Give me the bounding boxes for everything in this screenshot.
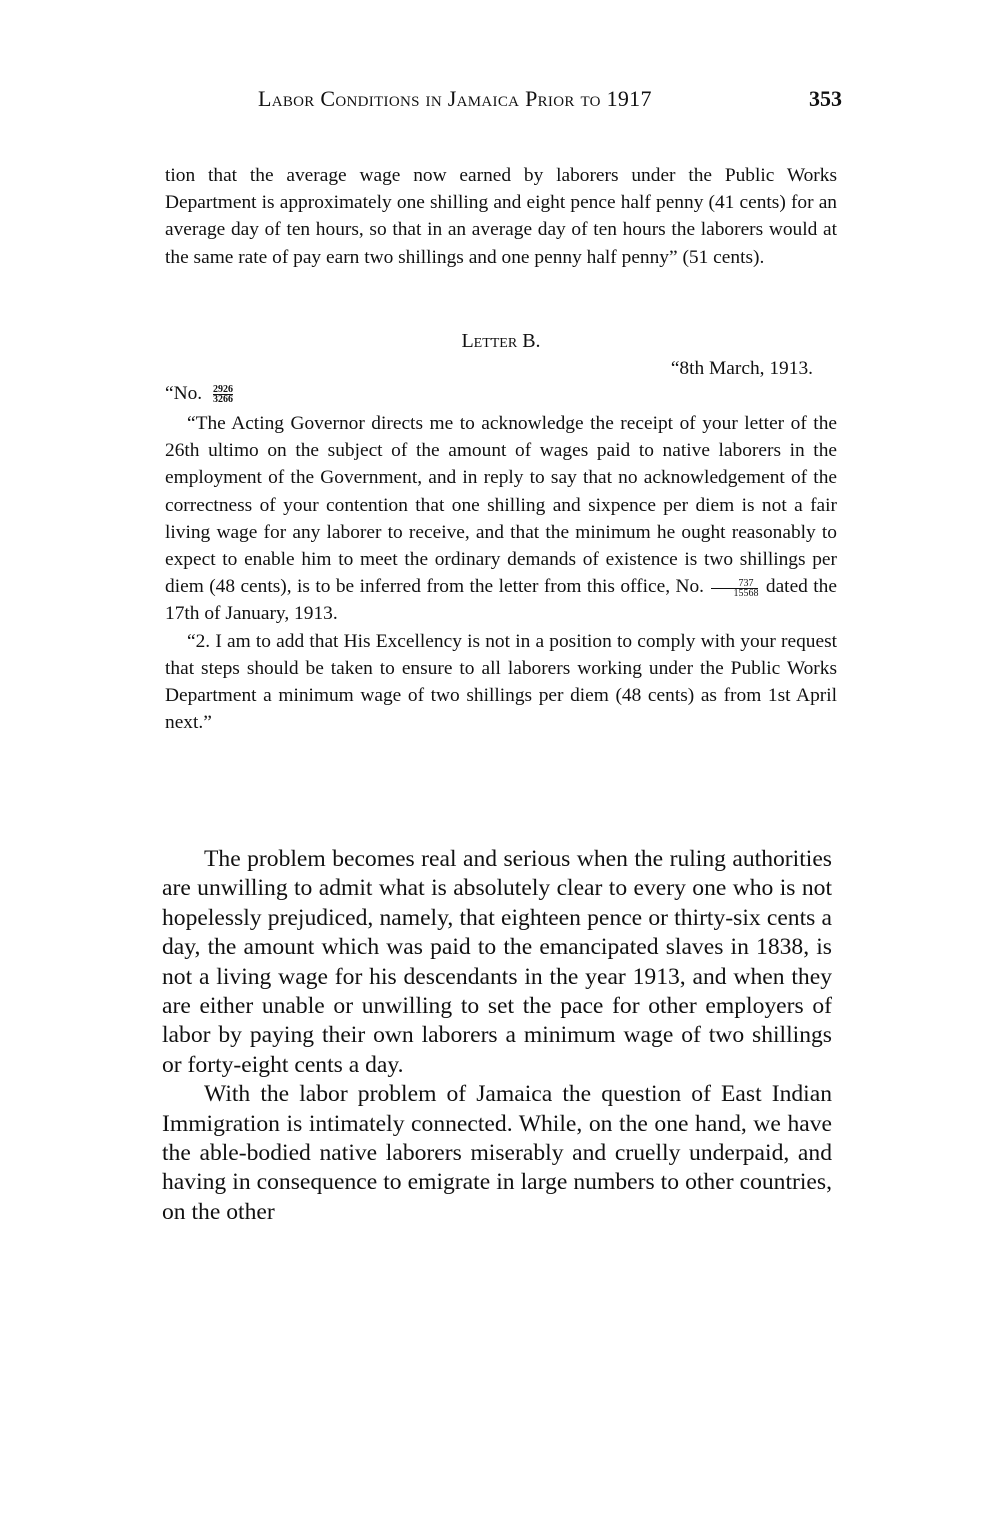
inline-ref-numerator: 737 — [711, 579, 758, 589]
continuation-text: tion that the average wage now earned by laborers under the Public Works Department is approximately one shilling and eight pence half penny (41 cents) for an average day of ten hours, so that in an average day of ten hours the laborers would at the same rate of pay earn two shillings and one penny half penny” (51 cents). — [165, 165, 837, 268]
running-title: Labor Conditions in Jamaica Prior to 1917 — [258, 86, 652, 111]
main-body — [162, 845, 832, 1227]
reference-numerator: 2926 — [213, 384, 234, 396]
letter-paragraph-1-tail: dated the 17th of January, 1913. — [165, 576, 837, 625]
letter-paragraph-1 — [165, 410, 837, 628]
letter-paragraph-2: “2. I am to add that His Excellency is not in a position to comply with your request that steps should be taken to ensure to all laborers working under the Public Works Department a minimum wage of two shillings per diem (48 cents) as from 1st April next.” — [165, 630, 837, 734]
letter-date: “8th March, 1913. — [670, 358, 813, 379]
letter-reference — [165, 380, 233, 407]
running-header — [258, 84, 842, 114]
continuation-paragraph — [165, 162, 837, 271]
reference-prefix: “No. — [165, 383, 203, 404]
letter-heading: Letter B. — [461, 330, 541, 352]
reference-denominator: 3266 — [213, 394, 234, 406]
inline-reference-fraction — [711, 579, 758, 598]
body-paragraph-1: The problem becomes real and serious when the ruling authorities are unwilling to admit what is absolutely clear to every one who is not hopelessly prejudiced, namely, that eighteen pence or thirty-six cents a day, the amount which was paid to the emancipated slaves in 1838, is not a living wage for his descendants in the year 1913, and when they are either unable or unwilling to set the pace for other employers of labor by paying their own laborers a minimum wage of two shillings or forty-eight cents a day. — [162, 846, 832, 1078]
inline-ref-denominator: 15568 — [733, 588, 759, 600]
reference-fraction — [213, 385, 233, 404]
body-paragraph-2: With the labor problem of Jamaica the question of East Indian Immigration is intimately connected. While, on the one hand, we have the able-bodied native laborers miserably and cruelly underpaid, and having in consequence to emigrate in large numbers to other countries, on the other — [162, 1081, 832, 1225]
page-number: 353 — [809, 86, 842, 111]
letter-body — [165, 410, 837, 736]
letter-paragraph-1-text: “The Acting Governor directs me to acknowledge the receipt of your letter of the 26th ultimo on the subject of the amount of wages paid to native laborers in the employment of the Government, and in reply to say that no acknowledgement of the correctness of your contention that one shilling and sixpence per diem is not a fair living wage for any laborer to receive, and that the minimum he ought reasonably to expect to enable him to meet the ordinary demands of existence is two shillings per diem (48 cents), is to be inferred from the letter from this office, No. — [165, 413, 837, 598]
